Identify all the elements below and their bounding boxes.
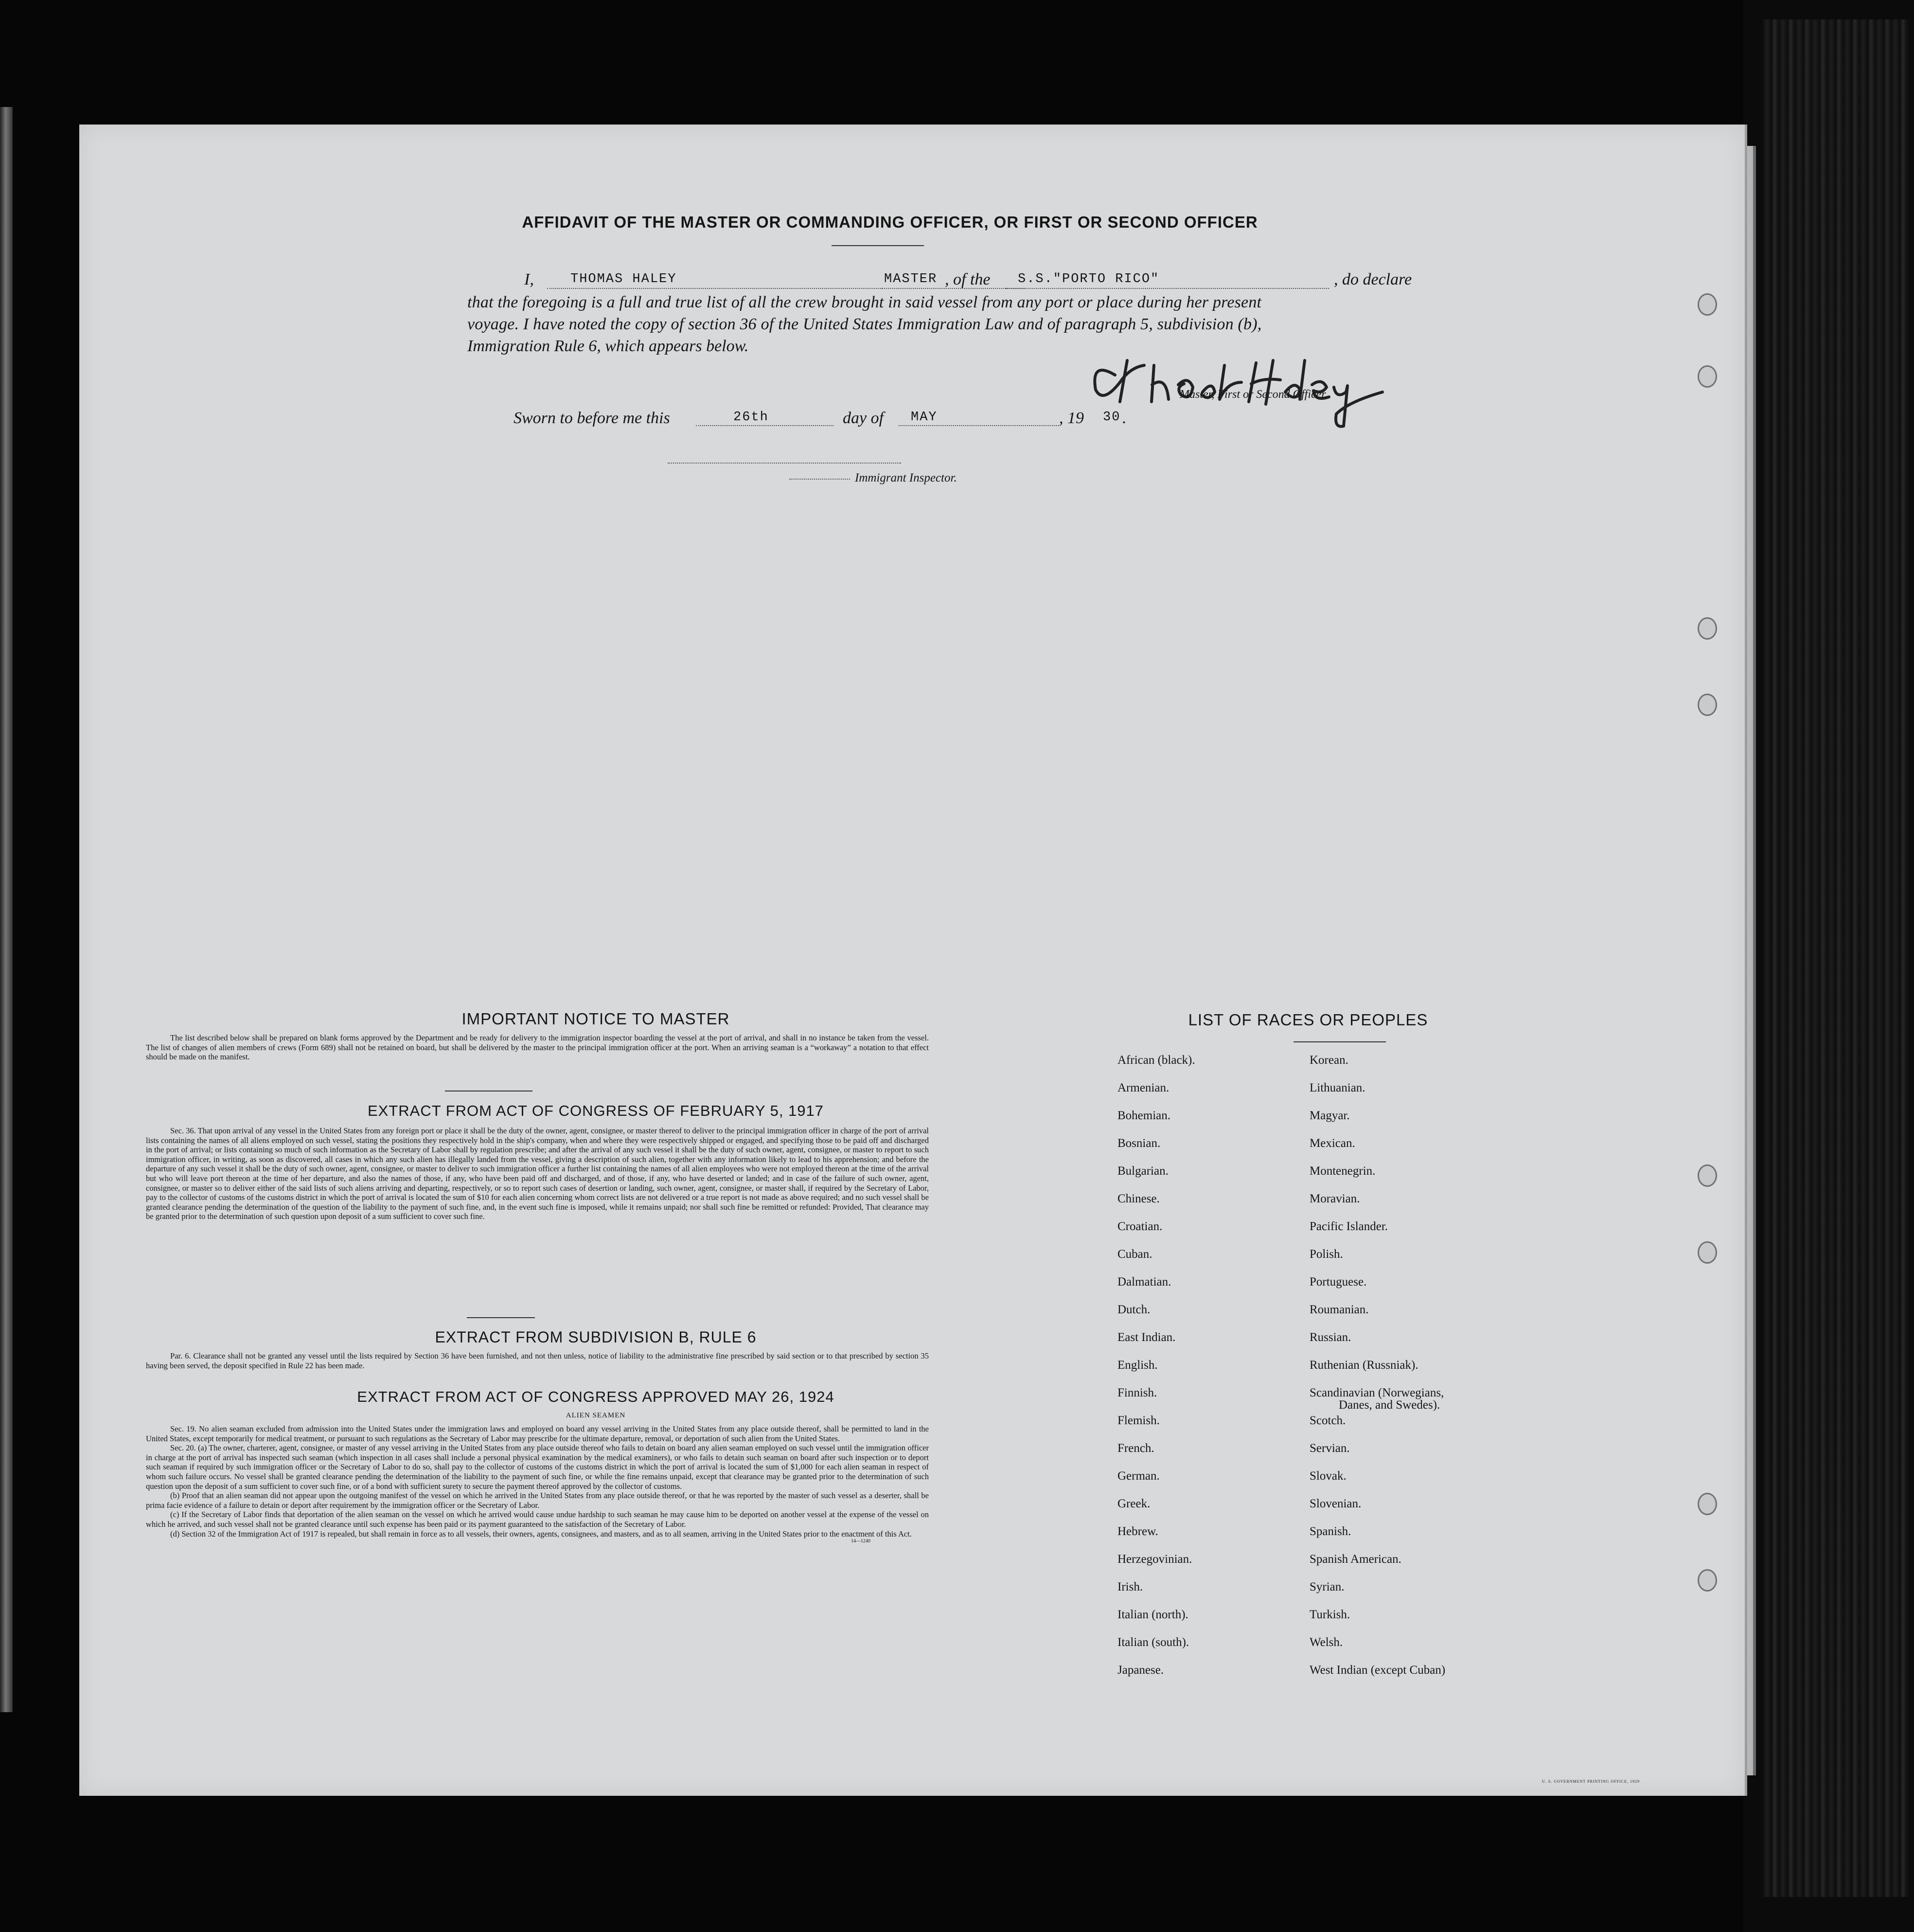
punch-hole [1698, 293, 1717, 316]
affidavit-line-4: Immigration Rule 6, which appears below. [467, 337, 749, 355]
race-item: Turkish. [1310, 1608, 1350, 1621]
race-item: Italian (south). [1117, 1636, 1189, 1649]
race-item: Scotch. [1310, 1414, 1346, 1427]
race-item: Russian. [1310, 1331, 1351, 1344]
subdivision-b-text: Par. 6. Clearance shall not be granted any vessel until the lists required by Section 36 have been furnished, and not then unless, notice of liability to the administrative fine prescribed by said section or to that prescribed by section 35 having been served, the deposit specified in Rule 22 has been made. [146, 1351, 929, 1370]
sec-20d-text: (d) Section 32 of the Immigration Act of 1917 is repealed, but shall remain in force as to all vessels, their owners, agents, consignees, and masters, and as to all seamen, arriving in the United States prior to the enactment of this Act. [170, 1529, 912, 1538]
year-prefix: , 19 [1059, 409, 1084, 427]
extract-1924-body [146, 1424, 929, 1544]
master-signature [1081, 346, 1480, 429]
race-item: German. [1117, 1469, 1160, 1483]
race-item: Slovak. [1310, 1469, 1347, 1483]
race-item: Cuban. [1117, 1248, 1152, 1261]
sworn-period: . [1122, 409, 1127, 427]
do-declare-label: , do declare [1334, 270, 1412, 288]
race-item: Irish. [1117, 1580, 1143, 1593]
race-item: Lithuanian. [1310, 1081, 1365, 1094]
signature-caption: Master, First or Second Officer. [1180, 388, 1328, 401]
race-item: Portuguese. [1310, 1275, 1367, 1288]
race-item: Servian. [1310, 1442, 1350, 1455]
sec-19-text: Sec. 19. No alien seaman excluded from admission into the United States under the immigration laws and employed on board any vessel arriving in the United States from any place outside thereof, shall be permitted to land in the United States, except temporarily for medical treatment, or pursuant to such regulations as the Secretary of Labor may prescribe for the ultimate departure, removal, or deportation of such alien from the United States. [146, 1424, 929, 1443]
race-item: Bulgarian. [1117, 1164, 1169, 1178]
document-page [79, 125, 1747, 1796]
race-item: Hebrew. [1117, 1525, 1158, 1538]
officer-rank: MASTER [884, 272, 938, 286]
film-edge-right [1743, 0, 1914, 1932]
sworn-year: 30 [1103, 410, 1121, 425]
punch-hole [1698, 694, 1717, 716]
master-name: THOMAS HALEY [570, 272, 677, 286]
race-item: West Indian (except Cuban) [1310, 1664, 1446, 1677]
punch-hole [1698, 365, 1717, 388]
notice-title: IMPORTANT NOTICE TO MASTER [461, 1010, 730, 1028]
race-item: East Indian. [1117, 1331, 1176, 1344]
race-item: Welsh. [1310, 1636, 1343, 1649]
races-right-column [1310, 1054, 1445, 1691]
race-item: English. [1117, 1359, 1158, 1372]
race-item: Dutch. [1117, 1303, 1151, 1316]
vessel-dotted-line [1006, 288, 1329, 289]
printer-imprint: U. S. GOVERNMENT PRINTING OFFICE, 1929 [1542, 1779, 1640, 1784]
race-item: Scandinavian (Norwegians, [1310, 1386, 1444, 1399]
race-item: Herzegovinian. [1117, 1553, 1192, 1566]
race-item: Moravian. [1310, 1192, 1360, 1205]
punch-hole [1698, 1493, 1717, 1515]
sec-20c-text: (c) If the Secretary of Labor finds that deportation of the alien seaman on the vessel on which he arrived would cause undue hardship to such seaman he may cause him to be deported on another vessel at the expense of the vessel on which he arrived, and such vessel shall not be granted clearance until such expense has been paid or its payment guaranteed to the satisfaction of the Secretary of Labor. [146, 1510, 929, 1529]
title-underline [832, 245, 924, 246]
race-item: Slovenian. [1310, 1497, 1362, 1510]
extract-1917-title: EXTRACT FROM ACT OF CONGRESS OF FEBRUARY 5, 1917 [367, 1102, 824, 1119]
race-item: Magyar. [1310, 1109, 1350, 1122]
race-item: Dalmatian. [1117, 1275, 1171, 1288]
race-item: Spanish. [1310, 1525, 1351, 1538]
sec-20b-text: (b) Proof that an alien seaman did not appear upon the outgoing manifest of the vessel on which he arrived in the United States from any place outside thereof, or that he was reported by the master of such vessel as a deserter, shall be prima facie evidence of a failure to detain or deport after requirement by the immigration officer or the Secretary of Labor. [146, 1491, 929, 1510]
affidavit-line-3: voyage. I have noted the copy of section 36 of the United States Immigration Law and of paragraph 5, subdivision (b), [467, 315, 1262, 333]
race-item-continued: Danes, and Swedes). [1339, 1398, 1440, 1412]
affidavit-title: AFFIDAVIT OF THE MASTER OR COMMANDING OFFICER, OR FIRST OR SECOND OFFICER [522, 213, 1258, 231]
form-number: 14—1240 [851, 1538, 870, 1544]
race-item: Ruthenian (Russniak). [1310, 1359, 1418, 1372]
notice-text: The list described below shall be prepared on blank forms approved by the Department and be ready for delivery to the immigration inspector boarding the vessel at the port of arrival, and shall in no instance be taken from the vessel. The list of changes of alien members of crews (Form 689) shall not be retained on board, but shall be delivered by the master to the principal immigration officer at the port. When an arriving seaman is a “workaway” a notation to that effect should be made on the manifest. [146, 1033, 929, 1062]
race-item: Mexican. [1310, 1137, 1355, 1150]
race-item: Finnish. [1117, 1386, 1157, 1399]
inspector-dotted-lead [789, 479, 850, 480]
race-item: Armenian. [1117, 1081, 1170, 1094]
races-title: LIST OF RACES OR PEOPLES [1188, 1011, 1428, 1029]
races-left-column [1117, 1054, 1195, 1691]
section-divider [467, 1317, 535, 1318]
day-of-label: day of [843, 409, 884, 427]
race-item: Bohemian. [1117, 1109, 1171, 1122]
inspector-signature-line [668, 463, 901, 464]
race-item: Roumanian. [1310, 1303, 1369, 1316]
sworn-day: 26th [733, 410, 769, 425]
sec-20a-text: Sec. 20. (a) The owner, charterer, agent, consignee, or master of any vessel arriving in the United States from any place outside thereof who fails to detain on board any alien seaman employed on such vessel until the immigration officer in charge at the port of arrival has inspected such seaman (which inspection in all cases shall include a personal physical examination by the medical examiners), or who fails to detain such seaman on board after such inspection or to deport such seaman if required by such immigration officer or the Secretary of Labor to do so, shall pay to the collector of customs of the customs district in which the port of arrival is located the sum of $1,000 for each alien seaman in respect of whom such failure occurs. No vessel shall be granted clearance pending the determination of the liability to the payment of such fine, or while the fine remains unpaid, except that clearance may be granted prior to the determination of such question upon the deposit of a sum sufficient to cover such fine, or of a bond with sufficient surety to secure the payment thereof approved by the collector of customs. [146, 1443, 929, 1491]
race-item: Montenegrin. [1310, 1164, 1376, 1178]
race-item: Pacific Islander. [1310, 1220, 1388, 1233]
day-dotted-line [696, 425, 833, 426]
subdivision-b-title: EXTRACT FROM SUBDIVISION B, RULE 6 [435, 1328, 757, 1346]
race-item: Chinese. [1117, 1192, 1160, 1205]
punch-hole [1698, 1569, 1717, 1592]
race-item: Croatian. [1117, 1220, 1163, 1233]
race-item: Greek. [1117, 1497, 1151, 1510]
race-item: Spanish American. [1310, 1553, 1401, 1566]
punch-hole [1698, 1241, 1717, 1264]
extract-1924-title: EXTRACT FROM ACT OF CONGRESS APPROVED MAY 26, 1924 [357, 1388, 834, 1405]
race-item: Flemish. [1117, 1414, 1160, 1427]
race-item: Bosnian. [1117, 1137, 1161, 1150]
affidavit-line-2: that the foregoing is a full and true list of all the crew brought in said vessel from any port or place during her present [467, 293, 1262, 311]
race-item: Korean. [1310, 1054, 1348, 1067]
inspector-label: Immigrant Inspector. [855, 471, 957, 484]
sworn-label: Sworn to before me this [514, 409, 670, 427]
month-dotted-line [899, 425, 1059, 426]
name-dotted-line [547, 288, 904, 289]
races-title-underline [1294, 1041, 1386, 1042]
punch-hole [1698, 617, 1717, 640]
film-edge-left [0, 107, 13, 1712]
race-item: Polish. [1310, 1248, 1343, 1261]
race-item: Japanese. [1117, 1664, 1164, 1677]
alien-seamen-subtitle: ALIEN SEAMEN [566, 1412, 626, 1419]
of-the-label: , of the [945, 270, 991, 288]
vessel-name: S.S."PORTO RICO" [1018, 272, 1160, 286]
sworn-month: MAY [911, 410, 938, 425]
race-item: African (black). [1117, 1054, 1195, 1067]
race-item: Italian (north). [1117, 1608, 1188, 1621]
race-item: Syrian. [1310, 1580, 1345, 1593]
race-item: French. [1117, 1442, 1154, 1455]
punch-hole [1698, 1164, 1717, 1187]
extract-1917-text: Sec. 36. That upon arrival of any vessel in the United States from any foreign port or place it shall be the duty of the owner, agent, consignee, or master thereof to deliver to the principal immigration officer in charge of the port of arrival lists containing the names of all aliens employed on such vessel, stating the positions they respectively hold in the ship's company, when and where they were respectively shipped or engaged, and specifying those to be paid off and discharged in the port of arrival; or lists containing so much of such information as the Secretary of Labor shall by regulation prescribe; and after the arrival of any such vessel it shall be the duty of such owner, agent, consignee, or master to report to such immigration officer, in writing, as soon as discovered, all cases in which any such alien has illegally landed from the vessel, giving a description of such alien, together with any information likely to lead to his apprehension; and before the departure of any such vessel it shall be the duty of such owner, agent, consignee, or master to deliver to such immigration officer a further list containing the names of all alien employees who were not employed thereon at the time of the arrival but who will leave port thereon at the time of her departure, and also the names of those, if any, who have been paid off and discharged, and of those, if any, who have deserted or landed; and in case of the failure of such owner, agent, consignee, or master so to deliver either of the said lists of such aliens arriving and departing, respectively, or so to report such cases of desertion or landing, such owner, agent, consignee, or master shall, if required by the Secretary of Labor, pay to the collector of customs of the customs district in which the port of arrival is located the sum of $10 for each alien concerning whom correct lists are not delivered or a true report is not made as above required; and no such vessel shall be granted clearance pending the determination of the question of the liability to the payment of such fine, and, in the event such fine is imposed, while it remains unpaid; nor shall such fine be remitted or refunded: Provided, That clearance may be granted prior to the determination of such question upon deposit of a sum sufficient to cover such fine. [146, 1126, 929, 1221]
affidavit-i-label: I, [524, 270, 534, 288]
